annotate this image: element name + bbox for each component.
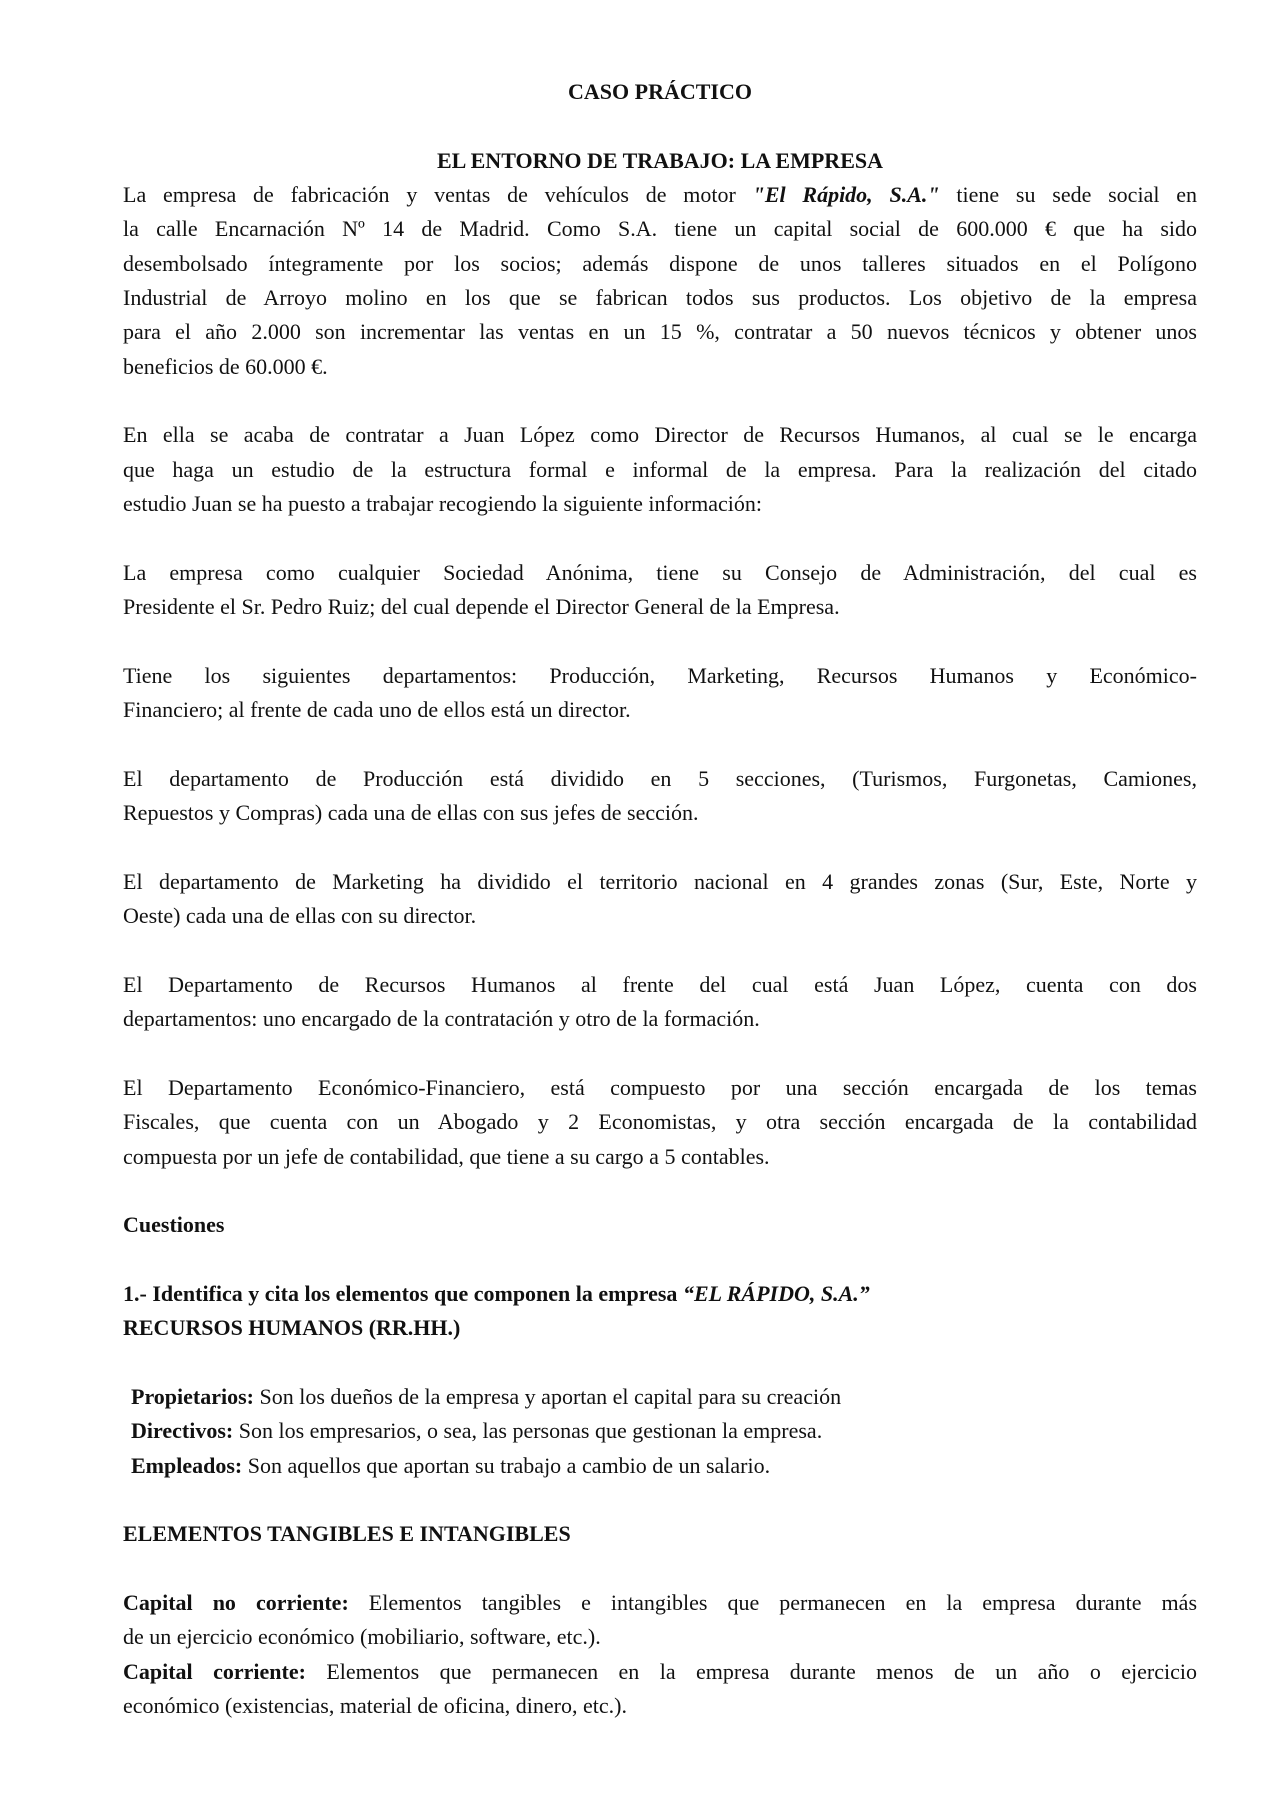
list-item: Empleados: Son aquellos que aportan su trabajo a cambio de un salario. bbox=[131, 1452, 771, 1478]
document-page bbox=[123, 75, 1197, 1724]
capital-definitions: Capital no corriente: Elementos tangibles e intangibles que permanecen en la empresa durante más de un ejercicio económico (mobiliario, software, etc.). Capital corriente: Elementos que permanecen en la empresa durante menos de un año o ejercicio económico (existencias, material de oficina, dinero, etc.). bbox=[123, 1586, 1197, 1723]
paragraph-hr-director: En ella se acaba de contratar a Juan López como Director de Recursos Humanos, al cual se le encarga que haga un estudio de la estructura formal e informal de la empresa. Para la realización del citado estudio Juan se ha puesto a trabajar recogiendo la siguiente información: bbox=[123, 422, 1197, 517]
company-name: "El Rápido, S.A." bbox=[752, 182, 940, 208]
hr-list bbox=[123, 1380, 1197, 1483]
paragraph-board: La empresa como cualquier Sociedad Anónima, tiene su Consejo de Administración, del cual es Presidente el Sr. Pedro Ruiz; del cual depende el Director General de la Empresa. bbox=[123, 559, 1197, 620]
list-item: Propietarios: Son los dueños de la empresa y aportan el capital para su creación bbox=[131, 1384, 842, 1410]
elements-heading: ELEMENTOS TANGIBLES E INTANGIBLES bbox=[123, 1521, 571, 1547]
paragraph-company: La empresa de fabricación y ventas de vehículos de motor "El Rápido, S.A." tiene su sede social en la calle Encarnación Nº 14 de Madrid. Como S.A. tiene un capital social de 600.000 € que ha sido desembolsado íntegramente por los socios; además dispone de unos talleres situados en el Polígono Industrial de Arroyo molino en los que se fabrican todos sus productos. Los objetivo de la empresa para el año 2.000 son incrementar las ventas en un 15 %, contratar a 50 nuevos técnicos y obtener unos beneficios de 60.000 €. bbox=[123, 182, 1197, 379]
list-item: Directivos: Son los empresarios, o sea, las personas que gestionan la empresa. bbox=[131, 1418, 823, 1444]
questions-heading: Cuestiones bbox=[123, 1212, 225, 1238]
definition-item: Capital no corriente: Elementos tangibles e intangibles que permanecen en la empresa durante más bbox=[123, 1590, 1197, 1616]
paragraph-human-resources: El Departamento de Recursos Humanos al frente del cual está Juan López, cuenta con dos departamentos: uno encargado de la contratación y otro de la formación. bbox=[123, 971, 1197, 1032]
paragraph-finance: El Departamento Económico-Financiero, está compuesto por una sección encargada de los temas Fiscales, que cuenta con un Abogado y 2 Economistas, y otra sección encargada de la contabilidad compuesta por un jefe de contabilidad, que tiene a su cargo a 5 contables. bbox=[123, 1074, 1197, 1169]
paragraph-departments: Tiene los siguientes departamentos: Producción, Marketing, Recursos Humanos y Económico- Financiero; al frente de cada uno de ellos está un director. bbox=[123, 662, 1197, 723]
document-subtitle: EL ENTORNO DE TRABAJO: LA EMPRESA bbox=[437, 147, 883, 173]
definition-item: Capital corriente: Elementos que permanecen en la empresa durante menos de un año o ejercicio bbox=[123, 1658, 1197, 1684]
hr-heading: RECURSOS HUMANOS (RR.HH.) bbox=[123, 1315, 461, 1341]
paragraph-production: El departamento de Producción está dividido en 5 secciones, (Turismos, Furgonetas, Camiones, Repuestos y Compras) cada una de ellas con sus jefes de sección. bbox=[123, 765, 1197, 826]
question-1: 1.- Identifica y cita los elementos que componen la empresa “EL RÁPIDO, S.A.” bbox=[123, 1281, 870, 1307]
paragraph-marketing: El departamento de Marketing ha dividido el territorio nacional en 4 grandes zonas (Sur, Este, Norte y Oeste) cada una de ellas con su director. bbox=[123, 868, 1197, 929]
document-title: CASO PRÁCTICO bbox=[568, 79, 752, 104]
